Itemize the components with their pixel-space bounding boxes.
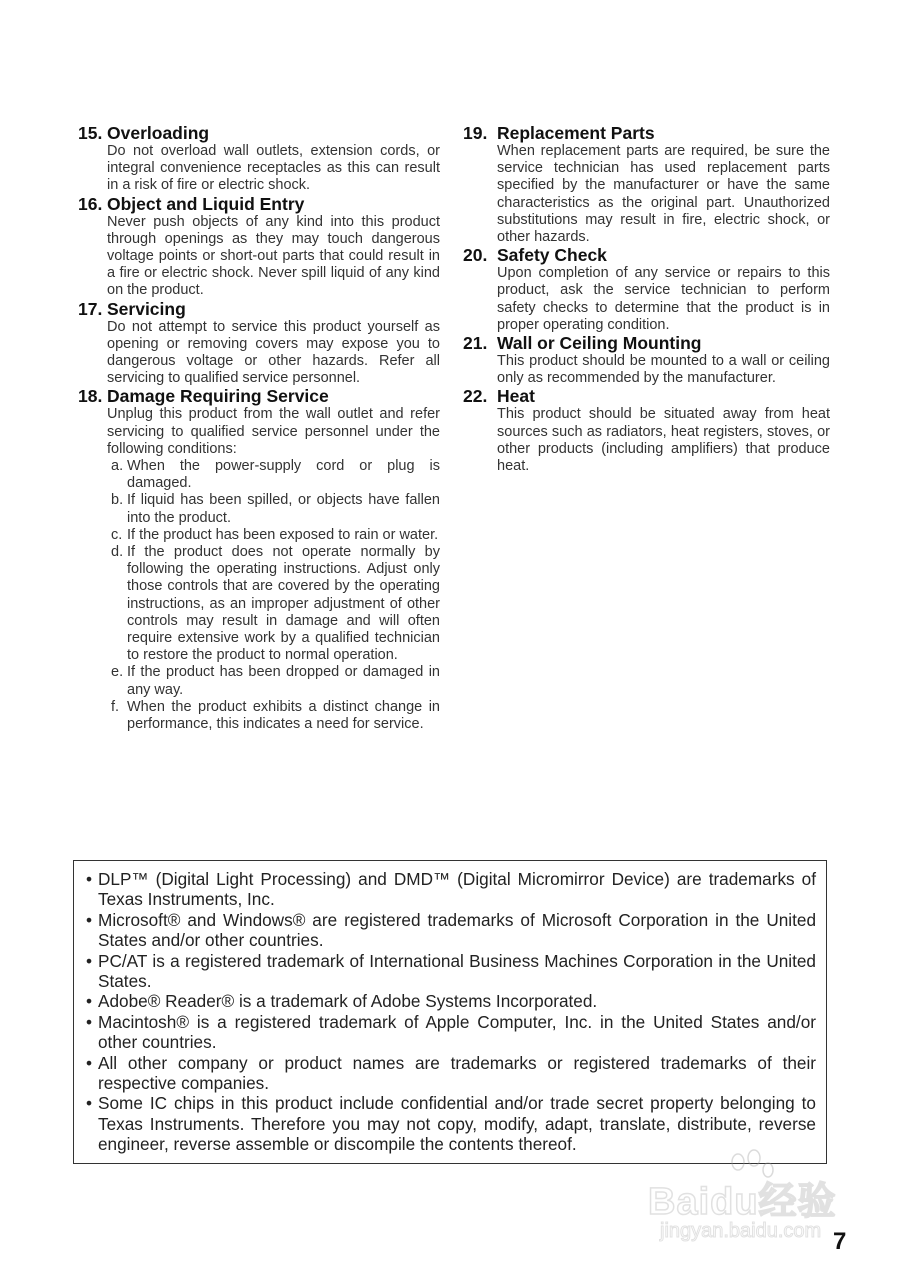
item-number: 17. bbox=[78, 298, 103, 319]
baidu-watermark bbox=[640, 1148, 850, 1248]
item-title: Heat bbox=[497, 386, 535, 407]
item-heading bbox=[78, 387, 440, 406]
sub-item-label: b. bbox=[111, 492, 124, 509]
trademark-text: Macintosh® is a registered trademark of Apple Computer, Inc. in the United States and/or other countries. bbox=[98, 1011, 816, 1053]
sub-item-text: If the product has been dropped or damaged in any way. bbox=[127, 664, 440, 698]
sub-item-text: When the product exhibits a distinct change in performance, this indicates a need for service. bbox=[127, 698, 440, 733]
item-body bbox=[107, 406, 440, 733]
item-safety-check bbox=[463, 246, 830, 334]
sub-item-label: e. bbox=[111, 664, 124, 681]
right-column bbox=[463, 124, 830, 475]
trademark-item bbox=[86, 951, 816, 992]
left-column bbox=[78, 124, 440, 733]
item-title: Damage Requiring Service bbox=[107, 386, 329, 407]
trademark-item bbox=[86, 869, 816, 910]
sub-item bbox=[111, 699, 440, 733]
page-number: 7 bbox=[833, 1228, 847, 1255]
trademark-text: Some IC chips in this product include confidential and/or trade secret property belonging to Texas Instruments. Therefore you may not copy, modify, adapt, translate, distribute, reverse engineer, reverse assemble or discompile the contents thereof. bbox=[98, 1093, 816, 1155]
trademark-text: All other company or product names are trademarks or registered trademarks of their respective companies. bbox=[98, 1052, 816, 1094]
bullet-icon: • bbox=[86, 1052, 93, 1073]
trademark-text: Adobe® Reader® is a trademark of Adobe Systems Incorporated. bbox=[98, 991, 598, 1012]
item-heading bbox=[78, 195, 440, 214]
item-body: This product should be mounted to a wall or ceiling only as recommended by the manufacturer. bbox=[497, 353, 830, 387]
trademark-item bbox=[86, 1012, 816, 1053]
trademark-notice-box bbox=[73, 860, 827, 1164]
sub-item-text: If liquid has been spilled, or objects have fallen into the product. bbox=[127, 492, 440, 526]
sub-item bbox=[111, 664, 440, 698]
item-overloading bbox=[78, 124, 440, 195]
item-body: Never push objects of any kind into this product through openings as they may touch dangerous voltage points or short-out parts that could result in a fire or electric shock. Never spill liquid of any kind on the product. bbox=[107, 213, 440, 299]
sub-item bbox=[111, 492, 440, 526]
item-replacement-parts bbox=[463, 124, 830, 246]
watermark-logo-text: Baidu经验 bbox=[648, 1181, 837, 1223]
trademark-item bbox=[86, 910, 816, 951]
item-servicing bbox=[78, 300, 440, 388]
item-number: 18. bbox=[78, 386, 103, 407]
item-title: Replacement Parts bbox=[497, 123, 655, 143]
trademark-text: PC/AT is a registered trademark of International Business Machines Corporation in the United States. bbox=[98, 950, 816, 992]
sub-item-label: d. bbox=[111, 544, 124, 561]
item-body: Do not overload wall outlets, extension cords, or integral convenience receptacles as this can result in a risk of fire or electric shock. bbox=[107, 143, 440, 194]
item-number: 15. bbox=[78, 123, 103, 143]
watermark-url: jingyan.baidu.com bbox=[660, 1220, 822, 1242]
item-heading bbox=[463, 124, 830, 143]
item-body: Upon completion of any service or repairs to this product, ask the service technician to perform safety checks to determine that the product is in proper operating condition. bbox=[497, 265, 830, 333]
item-body-intro: Unplug this product from the wall outlet and refer servicing to qualified service personnel under the following conditions: bbox=[107, 406, 440, 457]
item-heading bbox=[463, 387, 830, 406]
bullet-icon: • bbox=[86, 909, 93, 930]
sub-item-text: If the product has been exposed to rain or water. bbox=[127, 526, 439, 543]
item-number: 22. bbox=[463, 386, 488, 407]
item-title: Safety Check bbox=[497, 245, 607, 266]
item-object-liquid-entry bbox=[78, 195, 440, 300]
trademark-text: DLP™ (Digital Light Processing) and DMD™ (Digital Micromirror Device) are trademarks of Texas Instruments, Inc. bbox=[98, 869, 816, 910]
sub-item bbox=[111, 458, 440, 492]
item-heading bbox=[78, 124, 440, 143]
item-damage-requiring-service bbox=[78, 387, 440, 733]
item-title: Object and Liquid Entry bbox=[107, 193, 305, 214]
item-heading bbox=[463, 246, 830, 265]
item-number: 19. bbox=[463, 123, 488, 143]
trademark-item bbox=[86, 991, 816, 1011]
bullet-icon: • bbox=[86, 950, 93, 971]
bullet-icon: • bbox=[86, 1011, 93, 1032]
item-heat bbox=[463, 387, 830, 475]
item-heading bbox=[463, 334, 830, 353]
sub-item-label: a. bbox=[111, 458, 124, 475]
item-number: 21. bbox=[463, 333, 488, 354]
item-title: Wall or Ceiling Mounting bbox=[497, 333, 702, 354]
item-title: Overloading bbox=[107, 123, 210, 143]
item-title: Servicing bbox=[107, 298, 186, 319]
item-wall-ceiling-mounting bbox=[463, 334, 830, 387]
item-number: 16. bbox=[78, 193, 103, 214]
sub-item-label: c. bbox=[111, 526, 123, 543]
bullet-icon: • bbox=[86, 1093, 93, 1114]
sub-item-text: If the product does not operate normally by following the operating instructions. Adjust only those controls that are covered by the operating instructions, as an improper adjustment of other controls may result in damage and will often require extensive work by a qualified technician to restore the product to normal operation. bbox=[127, 544, 440, 664]
item-body: This product should be situated away from heat sources such as radiators, heat registers, stoves, or other products (including amplifiers) that produce heat. bbox=[497, 406, 830, 475]
sub-item-label: f. bbox=[111, 698, 120, 715]
bullet-icon: • bbox=[86, 991, 93, 1012]
sub-item-text: When the power-supply cord or plug is damaged. bbox=[127, 458, 440, 492]
sub-item bbox=[111, 527, 440, 544]
item-heading bbox=[78, 300, 440, 319]
trademark-text: Microsoft® and Windows® are registered trademarks of Microsoft Corporation in the United States and/or other countries. bbox=[98, 909, 816, 951]
item-number: 20. bbox=[463, 245, 488, 266]
trademark-item bbox=[86, 1053, 816, 1094]
trademark-item bbox=[86, 1093, 816, 1154]
bullet-icon: • bbox=[86, 869, 93, 889]
item-body: When replacement parts are required, be sure the service technician has used replacement parts specified by the manufacturer or have the same characteristics as the original part. Unauthorized substitutions may result in fire, electric shock, or other hazards. bbox=[497, 143, 830, 246]
item-body: Do not attempt to service this product yourself as opening or removing covers may expose you to dangerous voltage or other hazards. Refer all servicing to qualified service personnel. bbox=[107, 318, 440, 387]
sub-item bbox=[111, 544, 440, 664]
